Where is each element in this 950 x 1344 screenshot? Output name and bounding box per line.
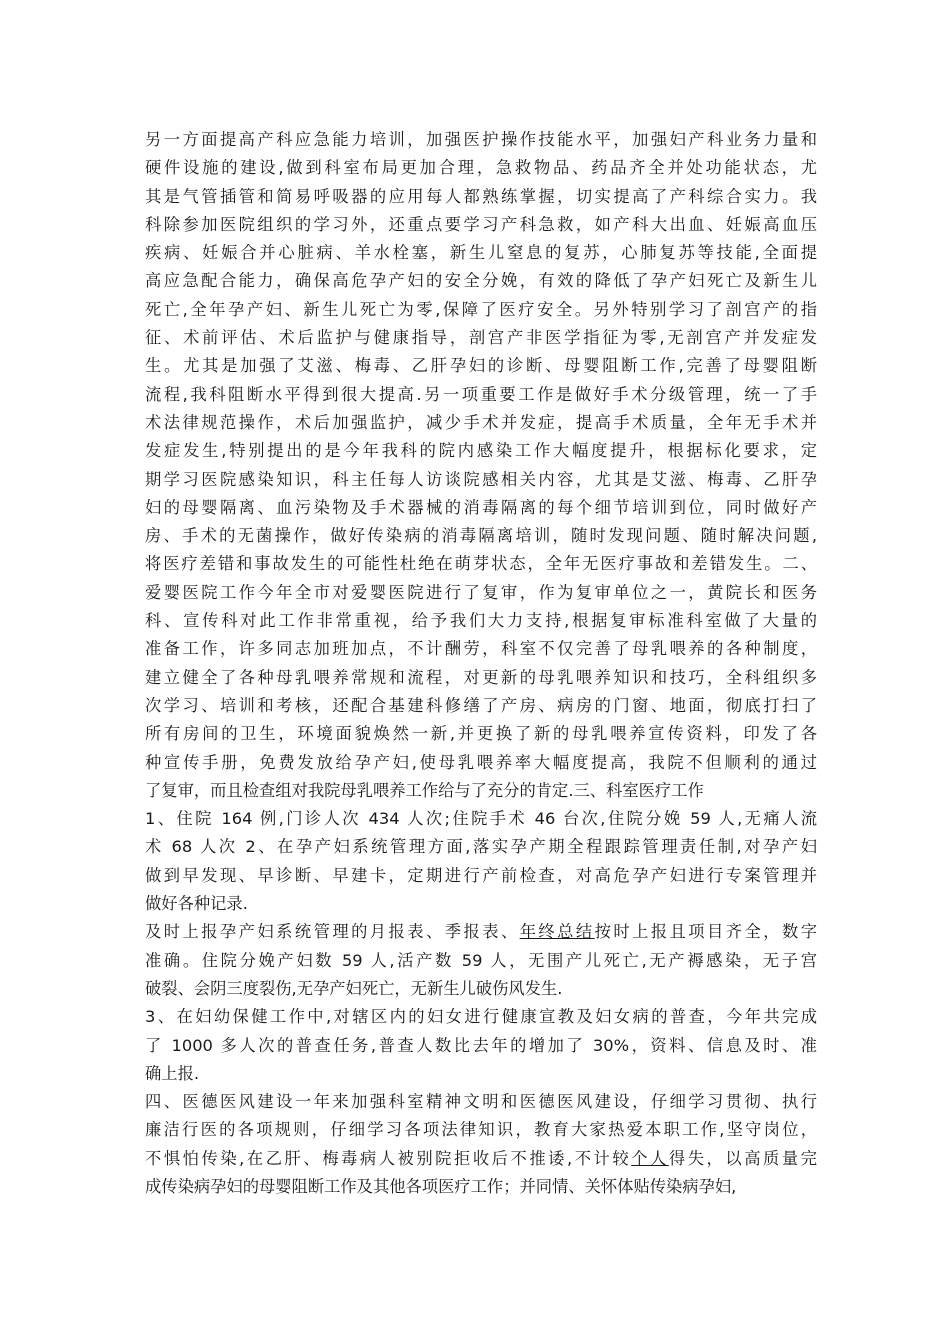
text-line: 术 68 人次 2、在孕产妇系统管理方面,落实孕产期全程跟踪管理责任制,对孕产妇 xyxy=(145,837,817,857)
text-line: 种宣传手册，免费发放给孕产妇,使母乳喂养率大幅度提高，我院不但顺利的通过 xyxy=(145,752,817,772)
text-line: 硬件设施的建设,做到科室布局更加合理，急救物品、药品齐全并处功能状态，尤 xyxy=(145,158,817,178)
text-line: 生。尤其是加强了艾滋、梅毒、乙肝孕妇的诊断、母婴阻断工作,完善了母婴阻断 xyxy=(145,356,817,376)
text-line: 其是气管插管和简易呼吸器的应用每人都熟练掌握，切实提高了产科综合实力。我 xyxy=(145,186,817,206)
text-line: 做好各种记录. xyxy=(145,894,248,914)
text-segment: 不惧怕传染,在乙肝、梅毒病人被别院拒收后不推诿,不计较 xyxy=(145,1148,632,1168)
text-line: 准备工作，许多同志加班加点，不计酬劳，科室不仅完善了母乳喂养的各种制度， xyxy=(145,639,817,659)
text-segment: 得失，以高质量完 xyxy=(668,1148,817,1168)
text-line xyxy=(145,1145,817,1173)
text-line: 破裂、会阴三度裂伤,无孕产妇死亡，无新生儿破伤风发生. xyxy=(145,978,563,998)
paragraph-4 xyxy=(145,1088,817,1201)
text-line: 征、术前评估、术后监护与健康指导，剖宫产非医学指征为零,无剖宫产并发症发 xyxy=(145,328,817,348)
text-line: 了复审，而且检查组对我院母乳喂养工作给与了充分的肯定.三、科室医疗工作 xyxy=(145,780,704,800)
text-line: 所有房间的卫生，环境面貌焕然一新,并更换了新的母乳喂养宣传资料，印发了各 xyxy=(145,724,817,744)
text-line: 1、住院 164 例,门诊人次 434 人次;住院手术 46 台次,住院分娩 59 人,无痛人流 xyxy=(145,809,817,829)
paragraph-3 xyxy=(145,1003,817,1088)
text-line: 了 1000 多人次的普查任务,普查人数比去年的增加了 30%，资料、信息及时、准 xyxy=(145,1035,817,1055)
text-line: 另一方面提高产科应急能力培训，加强医护操作技能水平，加强妇产科业务力量和 xyxy=(145,130,817,149)
text-line: 科除参加医院组织的学习外，还重点要学习产科急救，如产科大出血、妊娠高血压 xyxy=(145,214,817,234)
text-line: 高应急配合能力，确保高危孕产妇的安全分娩，有效的降低了孕产妇死亡及新生儿 xyxy=(145,271,817,291)
text-line xyxy=(145,918,817,946)
text-segment: 按时上报且项目齐全，数字 xyxy=(594,922,817,942)
text-line: 房、手术的无菌操作，做好传染病的消毒隔离培训，随时发现问题、随时解决问题, xyxy=(145,526,817,546)
text-line: 确上报. xyxy=(145,1063,200,1083)
document-page xyxy=(145,126,817,1201)
text-line: 准确。住院分娩产妇数 59 人,活产数 59 人，无围产儿死亡,无产褥感染，无子宫 xyxy=(145,950,817,970)
annual-summary-link[interactable]: 年终总结 xyxy=(519,922,595,942)
personal-link[interactable]: 个人 xyxy=(631,1148,669,1168)
text-line: 做到早发现、早诊断、早建卡，定期进行产前检查，对高危孕产妇进行专案管理并 xyxy=(145,865,817,885)
text-line: 妇的母婴隔离、血污染物及手术器械的消毒隔离的每个细节培训到位，同时做好产 xyxy=(145,497,817,517)
text-line: 成传染病孕妇的母婴阻断工作及其他各项医疗工作；并同情、关怀体贴传染病孕妇, xyxy=(145,1176,737,1196)
text-line: 流程,我科阻断水平得到很大提高.另一项重要工作是做好手术分级管理，统一了手 xyxy=(145,384,817,404)
text-line: 廉洁行医的各项规则，仔细学习各项法律知识，教育大家热爱本职工作,坚守岗位， xyxy=(145,1120,817,1140)
text-line: 四、医德医风建设一年来加强科室精神文明和医德医风建设，仔细学习贯彻、执行 xyxy=(145,1092,817,1112)
text-line: 次学习、培训和考核，还配合基建科修缮了产房、病房的门窗、地面，彻底打扫了 xyxy=(145,695,817,715)
text-segment: 及时上报孕产妇系统管理的月报表、季报表、 xyxy=(145,922,520,942)
text-line: 期学习医院感染知识，科主任每人访谈院感相关内容，尤其是艾滋、梅毒、乙肝孕 xyxy=(145,469,817,489)
text-line: 术法律规范操作，术后加强监护，减少手术并发症，提高手术质量，全年无手术并 xyxy=(145,412,817,432)
paragraph-1 xyxy=(145,126,817,918)
text-line: 爱婴医院工作今年全市对爱婴医院进行了复审，作为复审单位之一，黄院长和医务 xyxy=(145,582,817,602)
text-line: 疾病、妊娠合并心脏病、羊水栓塞，新生儿窒息的复苏，心肺复苏等技能,全面提 xyxy=(145,243,817,263)
text-line: 将医疗差错和事故发生的可能性杜绝在萌芽状态，全年无医疗事故和差错发生。二、 xyxy=(145,554,817,574)
text-line: 科、宣传科对此工作非常重视，给予我们大力支持,根据复审标准科室做了大量的 xyxy=(145,611,817,631)
text-line: 3、在妇幼保健工作中,对辖区内的妇女进行健康宣教及妇女病的普查，今年共完成 xyxy=(145,1007,817,1027)
paragraph-2 xyxy=(145,918,817,1003)
text-line: 发症发生,特别提出的是今年我科的院内感染工作大幅度提升，根据标化要求，定 xyxy=(145,441,817,461)
text-line: 建立健全了各种母乳喂养常规和流程，对更新的母乳喂养知识和技巧，全科组织多 xyxy=(145,667,817,687)
text-line: 死亡,全年孕产妇、新生儿死亡为零,保障了医疗安全。另外特别学习了剖宫产的指 xyxy=(145,299,817,319)
